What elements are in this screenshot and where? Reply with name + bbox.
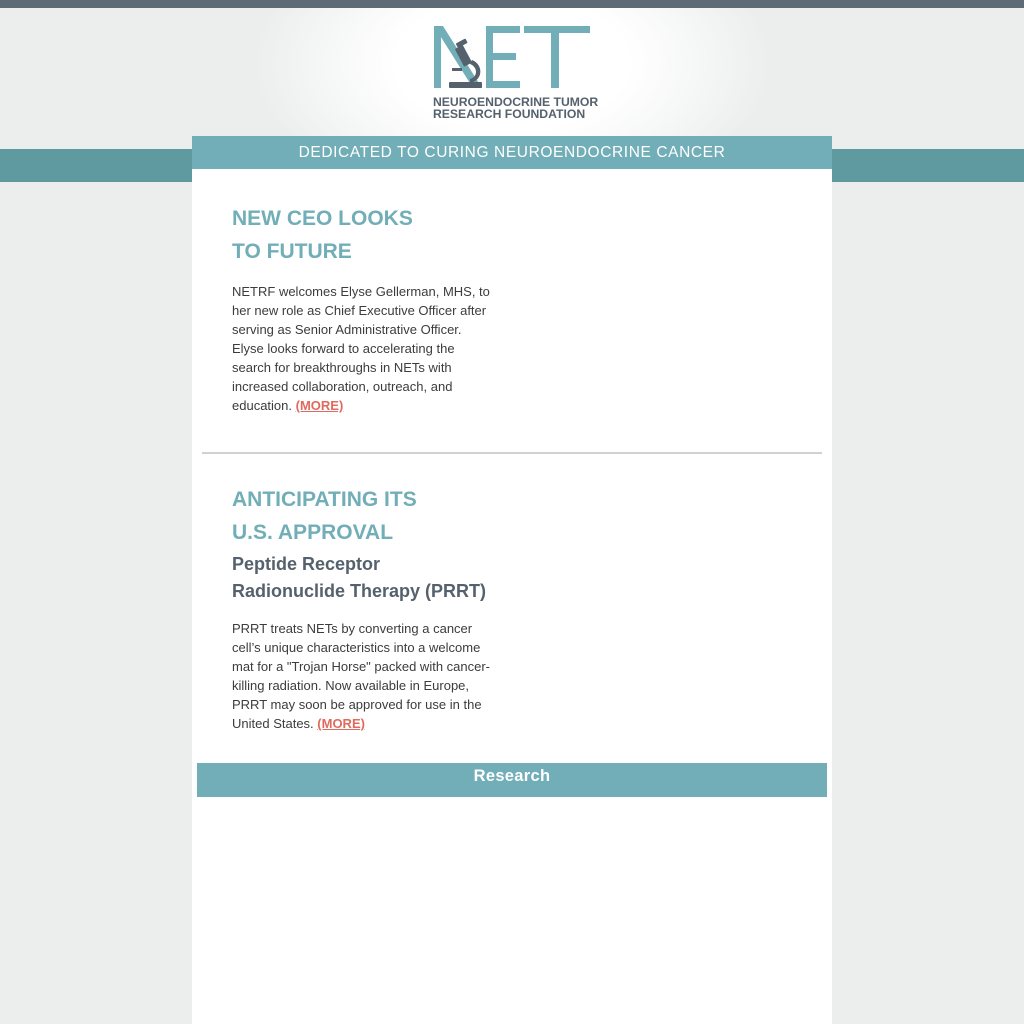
headline-line-1: ANTICIPATING ITS <box>232 488 417 511</box>
research-section-header: Research <box>197 763 827 797</box>
newsletter-container <box>192 136 832 1024</box>
article-prrt <box>232 483 502 733</box>
article-body-text: NETRF welcomes Elyse Gellerman, MHS, to her new role as Chief Executive Officer after serving as Senior Administrative Officer. Elyse looks forward to accelerating the search for breakthroughs in NETs with increased collaboration, outreach, and education. <box>232 284 490 413</box>
section-divider <box>202 452 822 454</box>
netrf-logo[interactable] <box>432 24 599 121</box>
article-headline <box>232 483 502 549</box>
article-ceo <box>232 202 502 415</box>
headline-line-2: U.S. APPROVAL <box>232 521 394 544</box>
article-body <box>232 619 496 733</box>
article-subhead <box>232 551 502 605</box>
more-link[interactable]: (MORE) <box>295 398 344 413</box>
article-body-text: PRRT treats NETs by converting a cancer cell’s unique characteristics into a welcome mat for a "Trojan Horse" packed with cancer-killing radiation. Now available in Europe, PRRT may soon be approved for use in the United States. <box>232 621 491 731</box>
logo-line-1: NEUROENDOCRINE TUMOR <box>433 95 599 109</box>
article-body <box>232 282 496 415</box>
headline-line-2: TO FUTURE <box>232 240 352 263</box>
subhead-line-1: Peptide Receptor <box>232 554 381 574</box>
subhead-line-2: Radionuclide Therapy (PRRT) <box>232 581 487 601</box>
top-accent-bar <box>0 0 1024 8</box>
more-link[interactable]: (MORE) <box>317 716 365 731</box>
tagline-bar: DEDICATED TO CURING NEUROENDOCRINE CANCER <box>192 136 832 169</box>
headline-line-1: NEW CEO LOOKS <box>232 207 413 230</box>
logo-mark <box>432 24 592 94</box>
logo-line-2: RESEARCH FOUNDATION <box>433 107 586 121</box>
article-headline <box>232 202 502 268</box>
